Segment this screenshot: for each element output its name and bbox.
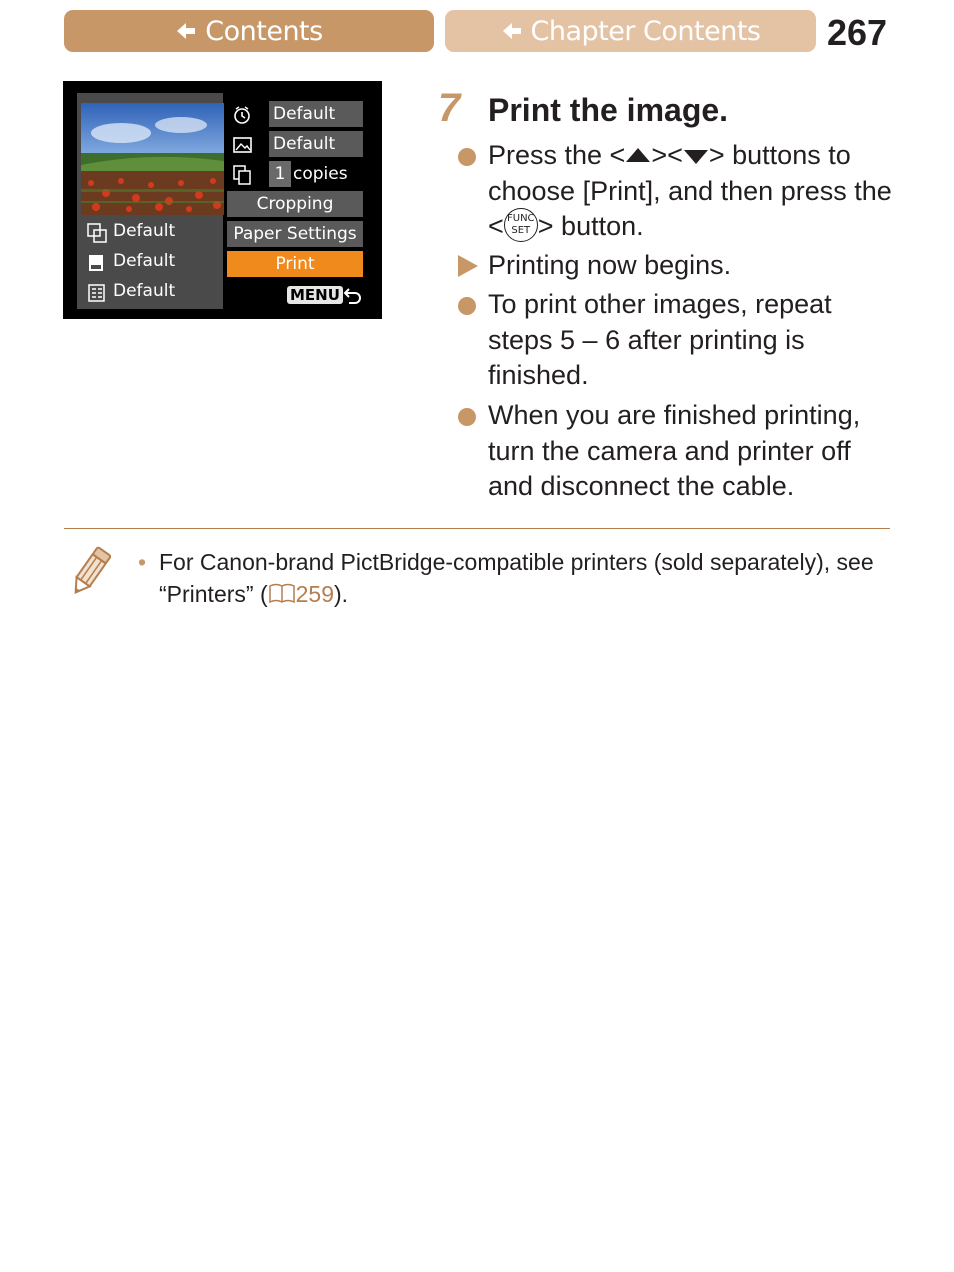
paper-size-icon (87, 223, 107, 243)
camera-screen (63, 81, 382, 319)
bullet-icon (458, 148, 476, 166)
contents-nav-button[interactable] (64, 10, 434, 52)
landscape-image (81, 103, 224, 215)
image-setting-value: Default (273, 134, 336, 154)
copies-label-text: copies (293, 164, 348, 184)
layout-icon (87, 283, 107, 303)
result-text: Printing now begins. (488, 250, 732, 280)
step-title: Print the image. (488, 92, 729, 128)
chapter-contents-label: Chapter Contents (530, 15, 761, 47)
step-item-finish (458, 398, 898, 505)
menu-item-print[interactable]: Print (227, 251, 363, 277)
copies-icon (233, 165, 253, 185)
up-arrow-icon (626, 148, 650, 162)
date-setting-value: Default (273, 104, 336, 124)
copies-label (293, 161, 363, 187)
image-setting (269, 131, 363, 157)
note-body-end: ). (334, 581, 349, 607)
menu-button-badge: MENU (287, 286, 343, 304)
step-item-repeat (458, 287, 898, 394)
instruction-text: >< (651, 140, 683, 170)
bullet-icon (458, 297, 476, 315)
func-label: FUNC (507, 212, 535, 224)
copies-count (269, 161, 291, 187)
copies-count-value: 1 (274, 164, 286, 184)
date-setting (269, 101, 363, 127)
note-bullet: • (138, 549, 147, 575)
layout-value: Default (113, 281, 176, 301)
down-arrow-icon (684, 150, 708, 164)
image-icon (233, 135, 253, 155)
arrow-left-icon (501, 20, 523, 42)
book-icon (268, 582, 296, 604)
page-reference-link[interactable]: 259 (295, 581, 334, 607)
paper-type-value: Default (113, 251, 176, 271)
pencil-icon (66, 545, 114, 599)
note-text (138, 546, 888, 610)
preview-photo (81, 103, 224, 215)
paper-size-value: Default (113, 221, 176, 241)
chapter-contents-nav-button[interactable] (445, 10, 816, 52)
instruction-text: To print other images, repeat steps 5 – 6 after printing is finished. (488, 289, 832, 390)
step-item-select-print (458, 138, 898, 245)
bullet-icon (458, 408, 476, 426)
date-icon (233, 105, 253, 125)
return-icon (343, 285, 363, 305)
func-set-button-icon (504, 208, 538, 242)
step-item-result (458, 248, 898, 284)
result-arrow-icon (458, 255, 478, 277)
menu-item-paper-settings[interactable]: Paper Settings (227, 221, 363, 247)
section-divider (64, 528, 890, 529)
paper-type-icon (87, 253, 107, 273)
instruction-text: Press the < (488, 140, 626, 170)
instruction-text: > buttons to choose [Print], and then press the < (488, 140, 892, 241)
instruction-text: > button. (537, 211, 644, 241)
note-body: For Canon-brand PictBridge-compatible printers (sold separately), see “Printers” ( (159, 549, 874, 607)
arrow-left-icon (175, 20, 197, 42)
step-number: 7 (438, 86, 461, 130)
set-label: SET (511, 224, 531, 236)
page-number: 267 (827, 12, 888, 53)
contents-label: Contents (205, 15, 323, 47)
menu-item-cropping[interactable]: Cropping (227, 191, 363, 217)
instruction-text: When you are finished printing, turn the camera and printer off and disconnect the cable. (488, 400, 861, 501)
